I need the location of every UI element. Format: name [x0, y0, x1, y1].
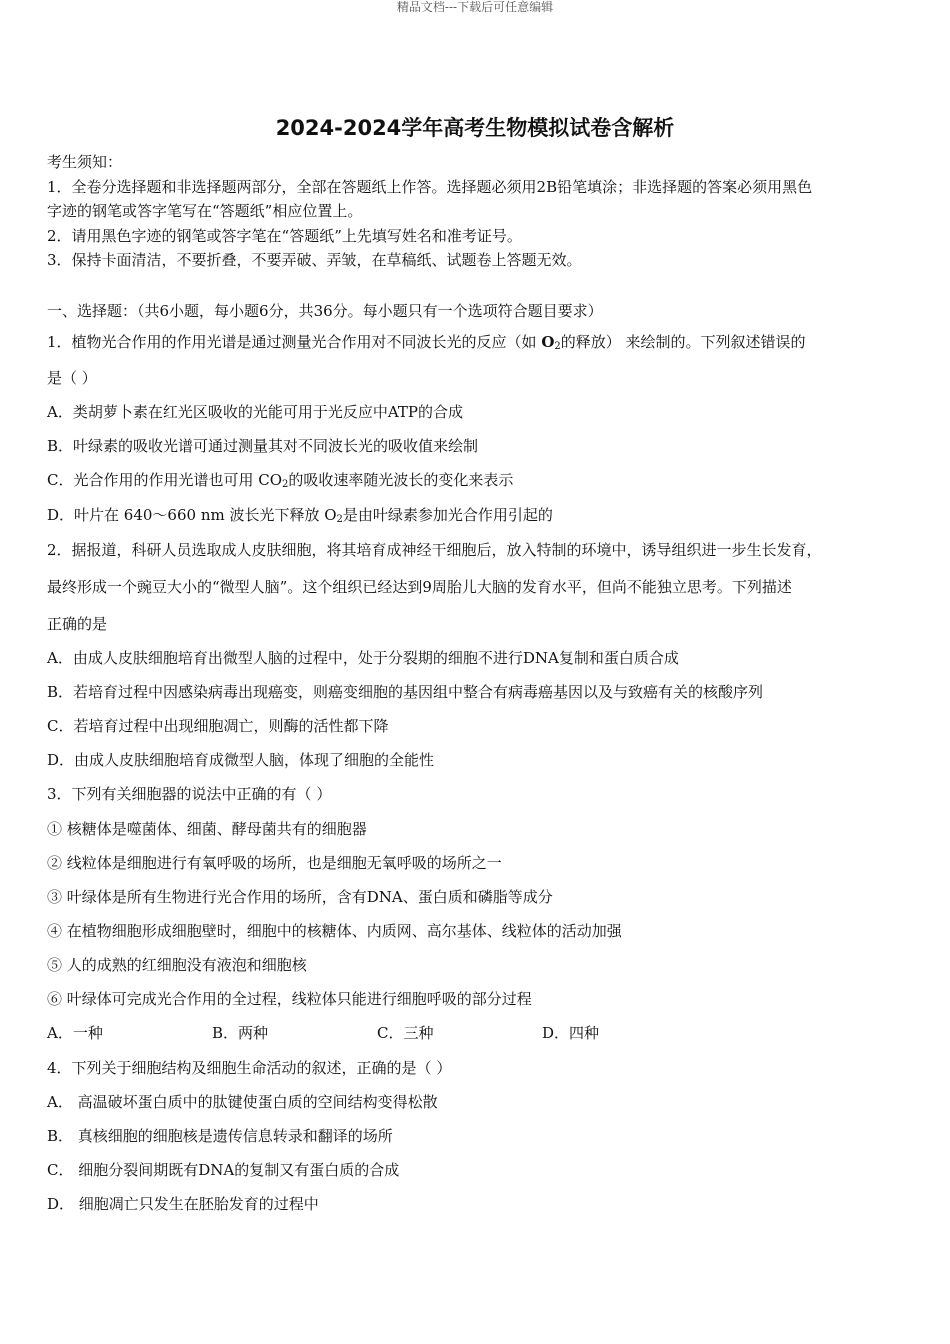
question-1-stem — [47, 331, 806, 352]
question-2-stem: 2．据报道，科研人员选取成人皮肤细胞，将其培育成神经干细胞后，放入特制的环境中，诱导组织进一步生长发育， — [47, 541, 822, 559]
q1-option-d-text: 是由叶绿素参加光合作用引起的 — [342, 506, 553, 524]
q2-option-c: C．若培育过程中出现细胞凋亡，则酶的活性都下降 — [47, 717, 389, 735]
notice-item: 3．保持卡面清洁，不要折叠，不要弄破、弄皱，在草稿纸、试题卷上答题无效。 — [47, 251, 582, 269]
q4-option-c: C． 细胞分裂间期既有DNA的复制又有蛋白质的合成 — [47, 1161, 400, 1179]
notice-item: 1．全卷分选择题和非选择题两部分，全部在答题纸上作答。选择题必须用2B铅笔填涂；非选择题的答案必须用黑色 — [47, 177, 813, 196]
q3-option-a: A．一种 — [47, 1024, 103, 1042]
q3-statement: ⑤ 人的成熟的红细胞没有液泡和细胞核 — [47, 956, 307, 974]
q1-option-c — [47, 469, 513, 490]
notice-item: 字迹的钢笔或答字笔写在“答题纸”相应位置上。 — [47, 202, 363, 220]
q1-stem-part: 1．植物光合作用的作用光谱是通过测量光合作用对不同波长光的反应（如 — [47, 333, 542, 351]
q2-option-a: A．由成人皮肤细胞培育出微型人脑的过程中，处于分裂期的细胞不进行DNA复制和蛋白质合成 — [47, 649, 679, 667]
question-3-stem: 3．下列有关细胞器的说法中正确的有（ ） — [47, 785, 332, 803]
q1-option-c-text: C．光合作用的作用光谱也可用 CO — [47, 471, 283, 489]
q1-option-c-text: 的吸收速率随光波长的变化来表示 — [288, 471, 514, 489]
q2-option-d: D．由成人皮肤细胞培育成微型人脑，体现了细胞的全能性 — [47, 751, 435, 769]
notice-item: 2．请用黑色字迹的钢笔或答字笔在“答题纸”上先填写姓名和准考证号。 — [47, 226, 522, 245]
notice-block — [47, 150, 907, 273]
q3-statement: ④ 在植物细胞形成细胞壁时，细胞中的核糖体、内质网、高尔基体、线粒体的活动加强 — [47, 922, 622, 940]
q3-option-c: C．三种 — [377, 1024, 434, 1042]
header-note: 精品文档---下载后可任意编辑 — [396, 0, 554, 14]
q1-option-c-sub: 2 — [282, 479, 289, 490]
q1-stem-o: O — [541, 333, 555, 351]
q1-stem-sub: 2 — [554, 341, 561, 352]
q1-option-d-sub: 2 — [336, 514, 343, 525]
q3-statement: ③ 叶绿体是所有生物进行光合作用的场所，含有DNA、蛋白质和磷脂等成分 — [47, 888, 553, 906]
q3-statement: ⑥ 叶绿体可完成光合作用的全过程，线粒体只能进行细胞呼吸的部分过程 — [47, 990, 532, 1008]
q3-statement: ① 核糖体是噬菌体、细菌、酵母菌共有的细胞器 — [47, 820, 367, 838]
q1-option-d-text: D．叶片在 640～660 nm 波长光下释放 O — [47, 506, 337, 524]
section-heading: 一、选择题：（共6小题，每小题6分，共36分。每小题只有一个选项符合题目要求） — [47, 302, 603, 320]
q3-statement: ② 线粒体是细胞进行有氧呼吸的场所，也是细胞无氧呼吸的场所之一 — [47, 854, 502, 872]
q3-option-d: D．四种 — [542, 1024, 600, 1042]
q4-option-b: B． 真核细胞的细胞核是遗传信息转录和翻译的场所 — [47, 1127, 393, 1145]
q4-option-d: D． 细胞凋亡只发生在胚胎发育的过程中 — [47, 1195, 319, 1213]
q1-option-d — [47, 504, 553, 525]
q1-stem-part: 的释放） 来绘制的。下列叙述错误的 — [560, 333, 806, 351]
question-4-stem: 4．下列关于细胞结构及细胞生命活动的叙述，正确的是（ ） — [47, 1059, 452, 1077]
q1-option-a: A．类胡萝卜素在红光区吸收的光能可用于光反应中ATP的合成 — [47, 403, 463, 421]
question-2-stem-cont: 正确的是 — [47, 615, 108, 633]
question-2-stem-cont: 最终形成一个豌豆大小的“微型人脑”。这个组织已经达到9周胎儿大脑的发育水平，但尚不能独立思考。下列描述 — [47, 578, 792, 596]
page-title: 2024-2024学年高考生物模拟试卷含解析 — [275, 116, 675, 140]
q2-option-b: B．若培育过程中因感染病毒出现癌变，则癌变细胞的基因组中整合有病毒癌基因以及与致癌有关的核酸序列 — [47, 683, 764, 701]
q1-option-b: B．叶绿素的吸收光谱可通过测量其对不同波长光的吸收值来绘制 — [47, 437, 479, 455]
q4-option-a: A． 高温破坏蛋白质中的肽键使蛋白质的空间结构变得松散 — [47, 1093, 438, 1111]
notice-heading: 考生须知： — [47, 153, 123, 171]
q3-option-b: B．两种 — [212, 1024, 269, 1042]
question-1-stem-cont: 是（ ） — [47, 369, 97, 387]
